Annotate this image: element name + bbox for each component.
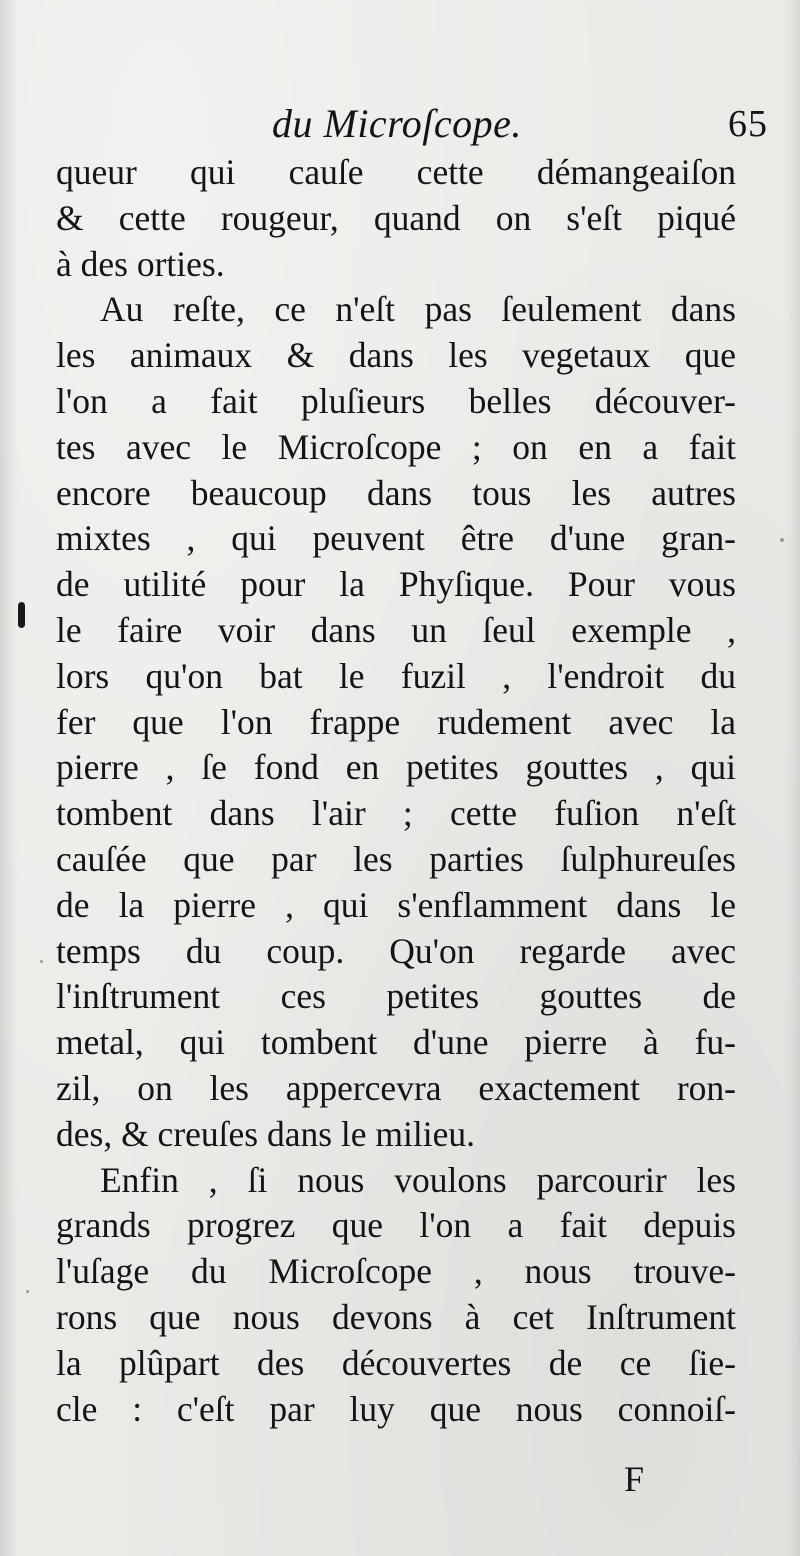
text-line: zil, on les appercevra exactement ron- bbox=[56, 1067, 736, 1108]
text-line: grands progrez que l'on a fait depuis bbox=[56, 1205, 736, 1246]
text-line: l'inſtrument ces petites gouttes de bbox=[56, 976, 736, 1017]
text-line: metal, qui tombent d'une pierre à fu- bbox=[56, 1022, 736, 1063]
text-line: le faire voir dans un ſeul exemple , bbox=[56, 609, 736, 650]
text-line: temps du coup. Qu'on regarde avec bbox=[56, 930, 736, 971]
text-line: encore beaucoup dans tous les autres bbox=[56, 472, 736, 513]
text-line: cle : c'eſt par luy que nous connoiſ- bbox=[56, 1388, 736, 1429]
margin-speck bbox=[40, 960, 43, 963]
text-line: de utilité pour la Phyſique. Pour vous bbox=[56, 564, 736, 605]
body-text bbox=[56, 150, 736, 1432]
text-line: l'uſage du Microſcope , nous trouve- bbox=[56, 1251, 736, 1292]
text-line: pierre , ſe fond en petites gouttes , qui bbox=[56, 747, 736, 788]
text-line: mixtes , qui peuvent être d'une gran- bbox=[56, 518, 736, 559]
text-line: Au reſte, ce n'eſt pas ſeulement dans bbox=[100, 289, 736, 330]
text-line: à des orties. bbox=[56, 243, 225, 284]
text-line: de la pierre , qui s'enflamment dans le bbox=[56, 884, 736, 925]
margin-speck bbox=[780, 538, 784, 542]
running-head bbox=[60, 100, 770, 148]
text-line: Enfin , ſi nous voulons parcourir les bbox=[100, 1159, 736, 1200]
text-line: tombent dans l'air ; cette fuſion n'eſt bbox=[56, 793, 736, 834]
text-line: cauſée que par les parties ſulphureuſes bbox=[56, 838, 736, 879]
text-line: queur qui cauſe cette démangeaiſon bbox=[56, 152, 736, 192]
text-line: l'on a fait pluſieurs belles découver- bbox=[56, 380, 736, 421]
margin-speck bbox=[26, 1290, 29, 1293]
ink-blot bbox=[18, 602, 25, 628]
text-line: lors qu'on bat le fuzil , l'endroit du bbox=[56, 655, 736, 696]
text-line: des, & creuſes dans le milieu. bbox=[56, 1113, 475, 1154]
text-line: tes avec le Microſcope ; on en a fait bbox=[56, 426, 736, 467]
text-line: les animaux & dans les vegetaux que bbox=[56, 335, 736, 376]
text-line: rons que nous devons à cet Inſtrument bbox=[56, 1296, 736, 1337]
signature-mark: F bbox=[624, 1459, 645, 1499]
text-line: fer que l'on frappe rudement avec la bbox=[56, 701, 736, 742]
running-title: du Microſcope. bbox=[272, 101, 522, 146]
text-line: la plûpart des découvertes de ce ſie- bbox=[56, 1342, 736, 1383]
text-line: & cette rougeur, quand on s'eſt piqué bbox=[56, 197, 736, 238]
page-number: 65 bbox=[728, 103, 768, 145]
